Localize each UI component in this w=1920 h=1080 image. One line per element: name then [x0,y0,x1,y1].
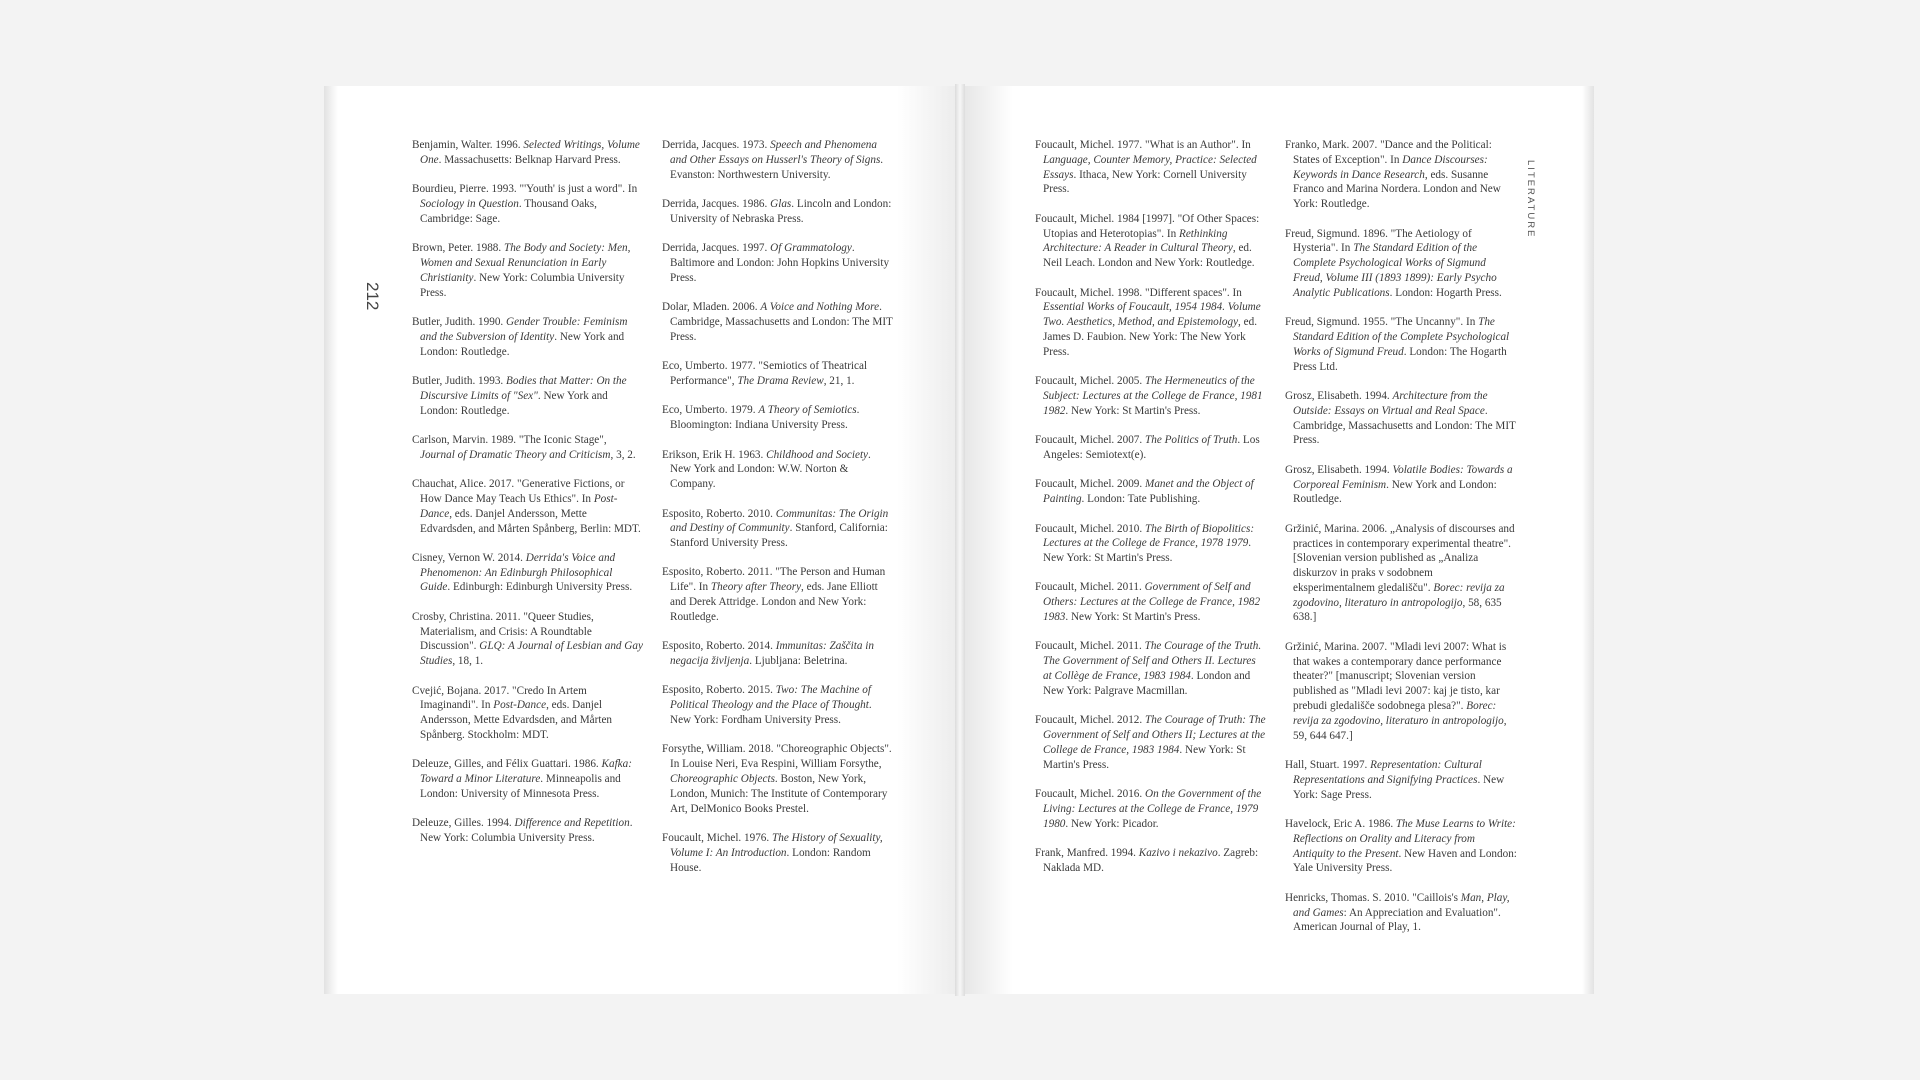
bibliography-entry [662,565,894,624]
entry-title: Theory after Theory [710,581,802,594]
bibliography-entry [662,742,894,816]
entry-author-text: Derrida, Jacques. 1997. [662,242,771,255]
entry-title: Essential Works of Foucault, 1954 1984. Volume Two. Aesthetics, Method, and Epistemology [1043,301,1261,329]
entry-author-text: Frank, Manfred. 1994. [1035,847,1139,860]
bibliography-entry [412,477,644,536]
entry-publication-text: , eds. Danjel Andersson, Mette Edvardsden, and Mårten Spånberg. Stockholm: MDT. [420,699,613,742]
entry-title: The Politics of Truth [1145,434,1238,447]
entry-title: Selected Writings, Volume One [420,139,640,166]
entry-title: Post-Dance [493,699,547,712]
entry-author-text: Cisney, Vernon W. 2014. [412,551,526,564]
entry-author-text: Foucault, Michel. 2011. [1035,581,1145,594]
entry-title: Choreographic Objects [670,773,775,786]
entry-title: The Courage of Truth: The Government of Self and Others II; Lectures at the College de France, 1983 1984 [1043,714,1266,756]
entry-title: Immunitas: Zaščita in negacija življenja [670,640,874,668]
entry-author-text: Foucault, Michel. 2011. [1035,640,1145,653]
entry-publication-text: : An Appreciation and Evaluation". American Journal of Play, 1. [1293,906,1501,934]
entry-publication-text: . New York: St Martin's Press. [1065,611,1201,624]
entry-title: Communitas: The Origin and Destiny of Community [670,507,889,535]
bibliography-entry [662,507,894,551]
entry-author-text: Foucault, Michel. 1998. "Different spaces". In [1035,286,1242,299]
entry-title: Difference and Repetition [514,817,630,830]
entry-title: The Courage of the Truth. The Government of Self and Others II. Lectures at Collège de France, 1983 1984 [1043,640,1262,683]
bibliography-entry [1285,463,1517,507]
entry-publication-text: . Evanston: Northwestern University. [670,153,884,181]
entry-author-text: Grosz, Elisabeth. 1994. [1285,463,1393,476]
entry-publication-text: . New York: St Martin's Press. [1043,743,1246,771]
bibliography-entry [1035,374,1267,418]
entry-author-text: Franko, Mark. 2007. "Dance and the Political: States of Exception". In [1285,139,1492,166]
entry-publication-text: . London: The Hogarth Press Ltd. [1293,345,1507,373]
entry-author-text: Havelock, Eric A. 1986. [1285,818,1396,831]
entry-title: The Muse Learns to Write: Reflections on Orality and Literacy from Antiquity to the Present [1293,818,1516,860]
entry-publication-text: , ed. James D. Faubion. New York: The New York Press. [1043,316,1257,358]
bibliography-entry [1035,639,1267,698]
bibliography-entry [1285,522,1517,626]
bibliography-entry [1035,713,1267,772]
entry-publication-text: . New York: Sage Press. [1293,773,1505,801]
entry-author-text: Freud, Sigmund. 1955. "The Uncanny". In [1285,316,1479,329]
bibliography-entry [662,831,894,875]
bibliography-entry [662,448,894,492]
entry-author-text: Eco, Umberto. 1979. [662,404,759,417]
entry-title: Government of Self and Others: Lectures at the College de France, 1982 1983 [1043,581,1261,624]
entry-publication-text: . New York and London: Routledge. [1293,478,1497,506]
entry-publication-text: , 58, 635 638.] [1293,596,1502,624]
entry-publication-text: . Edinburgh: Edinburgh University Press. [447,581,633,594]
entry-author-text: Carlson, Marvin. 1989. "The Iconic Stage", [412,433,607,446]
entry-author-text: Gržinić, Marina. 2006. „Analysis of discourses and practices in contemporary experimental theatre". [Slovenian version published as „Analiza diskurzov in praks v sodobnem eksperimentalnem gledališču". [1285,522,1515,594]
entry-author-text: Henricks, Thomas. S. 2010. "Caillois's [1285,891,1461,904]
entry-author-text: Foucault, Michel. 2012. [1035,714,1145,727]
entry-title: Borec: revija za zgodovino, literaturo in antropologijo [1293,700,1504,727]
bibliography-entry [1285,891,1517,935]
entry-publication-text: . New York: St Martin's Press. [1065,404,1201,417]
entry-title: Dance Discourses: Keywords in Dance Research [1293,153,1488,181]
bibliography-column-3 [1035,138,1267,890]
entry-publication-text: , eds. Danjel Andersson, Mette Edvardsden, and Mårten Spånberg, Berlin: MDT. [420,507,641,535]
bibliography-entry [412,610,644,669]
entry-author-text: Foucault, Michel. 1976. [662,832,772,845]
bibliography-column-2 [662,138,894,890]
entry-title: The Body and Society: Men, Women and Sexual Renunciation in Early Christianity [420,242,631,284]
entry-publication-text: . New York and London: Routledge. [420,389,608,417]
bibliography-entry [1285,138,1517,212]
entry-author-text: Foucault, Michel. 2009. [1035,478,1145,491]
entry-title: The Standard Edition of the Complete Psychological Works of Sigmund Freud [1293,316,1510,358]
bibliography-entry [662,138,894,182]
entry-title: A Theory of Semiotics [758,404,857,417]
entry-title: Kafka: Toward a Minor Literature [420,758,632,786]
bibliography-entry [662,683,894,727]
entry-publication-text: . Minneapolis and London: University of Minnesota Press. [420,773,621,801]
entry-publication-text: . Ljubljana: Beletrina. [749,655,848,668]
bibliography-entry [662,639,894,669]
entry-author-text: Hall, Stuart. 1997. [1285,759,1371,772]
bibliography-entry [1285,227,1517,301]
entry-title: Rethinking Architecture: A Reader in Cultural Theory [1043,227,1233,255]
bibliography-entry [1285,389,1517,448]
bibliography-entry [412,241,644,300]
entry-author-text: Deleuze, Gilles. 1994. [412,817,515,830]
bibliography-entry [1285,817,1517,876]
entry-author-text: Esposito, Roberto. 2014. [662,640,776,653]
entry-author-text: Derrida, Jacques. 1973. [662,139,771,151]
bibliography-entry [412,816,644,846]
entry-publication-text: . Los Angeles: Semiotext(e). [1043,434,1260,461]
entry-author-text: Butler, Judith. 1993. [412,374,507,387]
entry-author-text: Benjamin, Walter. 1996. [412,139,524,151]
entry-publication-text: . New York: Columbia University Press. [420,817,633,845]
entry-author-text: Forsythe, William. 2018. "Choreographic Objects". In Louise Neri, Eva Respini, William Forsythe, [662,743,892,771]
entry-title: A Voice and Nothing More [760,301,880,314]
entry-publication-text: . Cambridge, Massachusetts and London: The MIT Press. [1293,404,1516,447]
entry-author-text: Brown, Peter. 1988. [412,242,504,255]
entry-publication-text: . Cambridge, Massachusetts and London: The MIT Press. [670,301,893,343]
entry-title: Glas [770,197,792,210]
entry-author-text: Eco, Umberto. 1977. "Semiotics of Theatrical Performance", [662,360,868,387]
entry-author-text: Dolar, Mladen. 2006. [662,301,761,314]
entry-author-text: Derrida, Jacques. 1986. [662,197,771,210]
entry-publication-text: , eds. Susanne Franco and Marina Nordera. London and New York: Routledge. [1293,168,1501,211]
entry-author-text: Foucault, Michel. 1977. "What is an Author". In [1035,139,1251,151]
entry-title: Journal of Dramatic Theory and Criticism [420,448,611,461]
bibliography-entry [412,138,644,168]
entry-publication-text: , 21, 1. [823,374,855,387]
entry-title: Gender Trouble: Feminism and the Subversion of Identity [420,315,628,343]
bibliography-entry [412,551,644,595]
entry-title: Derrida's Voice and Phenomenon: An Edinburgh Philosophical Guide [420,551,616,594]
entry-title: Childhood and Society [766,448,869,461]
entry-author-text: Foucault, Michel. 2005. [1035,375,1145,388]
entry-author-text: Cvejić, Bojana. 2017. "Credo In Artem Imaginandi". In [412,684,587,712]
bibliography-entry [1035,286,1267,360]
entry-title: Borec: revija za zgodovino, literaturo in antropologijo [1293,581,1505,609]
entry-author-text: Foucault, Michel. 2010. [1035,522,1145,535]
entry-author-text: Gržinić, Marina. 2007. "Mladi levi 2007: What is that wakes a contemporary dance performance theater?" [manuscript; Slovenian version published as "Mladi levi 2007: kaj je tisto, kar prebudi gledališče sodobnega plesa?". [1285,640,1507,713]
entry-title: Sociology in Question [420,197,519,210]
page-number: 212 [363,282,382,311]
bibliography-entry [1035,212,1267,271]
entry-publication-text: . New Haven and London: Yale University Press. [1293,847,1517,875]
entry-publication-text: , 3, 2. [610,448,636,461]
entry-author-text: Foucault, Michel. 2007. [1035,434,1145,447]
entry-author-text: Esposito, Roberto. 2011. "The Person and Human Life". In [662,566,886,594]
bibliography-entry [412,757,644,801]
entry-publication-text: . New York: St Martin's Press. [1043,537,1252,565]
entry-publication-text: . New York and London: W.W. Norton & Company. [670,448,871,491]
bibliography-entry [1035,477,1267,507]
entry-author-text: Crosby, Christina. 2011. "Queer Studies, Materialism, and Crisis: A Roundtable Discussion". [412,610,594,653]
bibliography-entry [662,359,894,389]
bibliography-entry [662,241,894,285]
book-gutter [955,84,965,996]
entry-title: The Hermeneutics of the Subject: Lectures at the College de France, 1981 1982 [1043,375,1263,417]
entry-author-text: Butler, Judith. 1990. [412,315,507,328]
entry-author-text: Chauchat, Alice. 2017. "Generative Fictions, or How Dance May Teach Us Ethics". In [412,478,625,505]
bibliography-entry [1035,433,1267,463]
running-head: LITERATURE [1525,160,1536,239]
entry-author-text: Deleuze, Gilles, and Félix Guattari. 1986. [412,758,602,771]
entry-publication-text: , ed. Neil Leach. London and New York: Routledge. [1043,242,1255,270]
entry-publication-text: . Thousand Oaks, Cambridge: Sage. [420,197,597,225]
bibliography-entry [1285,758,1517,802]
entry-publication-text: . London: Random House. [670,846,871,874]
bibliography-entry [662,197,894,227]
bibliography-column-1 [412,138,644,861]
entry-title: Manet and the Object of Painting [1043,478,1254,506]
entry-author-text: Bourdieu, Pierre. 1993. "'Youth' is just a word". In [412,183,638,196]
entry-title: Volatile Bodies: Towards a Corporeal Feminism [1293,463,1513,491]
entry-title: Architecture from the Outside: Essays on Virtual and Real Space [1293,389,1488,417]
bibliography-entry [412,315,644,359]
bibliography-entry [1035,522,1267,566]
bibliography-entry [1285,315,1517,374]
entry-publication-text: . London: Hogarth Press. [1389,286,1502,299]
entry-title: The History of Sexuality, Volume I: An Introduction [670,832,883,859]
entry-author-text: Freud, Sigmund. 1896. "The Aetiology of Hysteria". In [1285,227,1472,255]
entry-title: Kazivo i nekazivo [1138,847,1218,860]
bibliography-entry [412,182,644,226]
entry-author-text: Erikson, Erik H. 1963. [662,448,767,461]
entry-publication-text: . Stanford, California: Stanford University Press. [670,522,888,550]
entry-title: Man, Play, and Games [1293,891,1510,919]
entry-title: Two: The Machine of Political Theology and the Place of Thought [670,684,871,712]
entry-publication-text: . Zagreb: Naklada MD. [1043,847,1259,874]
entry-title: Representation: Cultural Representations and Signifying Practices [1293,759,1482,786]
bibliography-entry [1035,138,1267,197]
entry-title: Bodies that Matter: On the Discursive Limits of "Sex" [420,374,627,402]
entry-title: The Drama Review [737,374,824,387]
bibliography-entry [662,403,894,433]
entry-title: Language, Counter Memory, Practice: Selected Essays [1043,153,1257,181]
entry-author-text: Grosz, Elisabeth. 1994. [1285,389,1393,402]
bibliography-entry [1285,640,1517,744]
entry-title: Of Grammatology [770,242,852,255]
entry-publication-text: , 18, 1. [452,655,484,668]
entry-title: The Birth of Biopolitics: Lectures at the College de France, 1978 1979 [1043,522,1255,550]
entry-publication-text: . New York: Picador. [1065,817,1159,830]
entry-publication-text: . Baltimore and London: John Hopkins University Press. [670,242,890,284]
entry-title: The Standard Edition of the Complete Psychological Works of Sigmund Freud, Volume III (1893 1899): Early Psycho Analytic Publications [1293,242,1497,299]
bibliography-entry [662,300,894,344]
bibliography-entry [412,374,644,418]
bibliography-entry [1035,580,1267,624]
bibliography-column-4 [1285,138,1517,950]
entry-publication-text: . Massachusetts: Belknap Harvard Press. [438,153,621,166]
bibliography-entry [1035,787,1267,831]
entry-title: Post-Dance [420,492,618,520]
entry-publication-text: , eds. Jane Elliott and Derek Attridge. London and New York: Routledge. [670,581,878,623]
entry-title: GLQ: A Journal of Lesbian and Gay Studies [420,640,643,668]
entry-title: Speech and Phenomena and Other Essays on Husserl's Theory of Signs [670,139,881,166]
entry-author-text: Esposito, Roberto. 2010. [662,507,776,520]
bibliography-entry [412,684,644,743]
entry-publication-text: , 59, 644 647.] [1293,714,1507,742]
entry-publication-text: . New York and London: Routledge. [420,330,625,358]
entry-publication-text: . New York: Fordham University Press. [670,699,872,727]
entry-publication-text: . London: Tate Publishing. [1081,493,1201,506]
entry-title: On the Government of the Living: Lectures at the College de France, 1979 1980 [1043,788,1262,830]
entry-publication-text: . Lincoln and London: University of Nebraska Press. [670,197,892,225]
bibliography-entry [1035,846,1267,876]
entry-author-text: Foucault, Michel. 2016. [1035,788,1145,801]
entry-author-text: Foucault, Michel. 1984 [1997]. "Of Other Spaces: Utopias and Heterotopias". In [1035,212,1260,240]
entry-publication-text: . Bloomington: Indiana University Press. [670,404,860,432]
bibliography-entry [412,433,644,463]
entry-author-text: Esposito, Roberto. 2015. [662,684,776,697]
entry-publication-text: . New York: Columbia University Press. [420,271,625,299]
entry-publication-text: . London and New York: Palgrave Macmillan. [1043,670,1251,697]
entry-publication-text: . Ithaca, New York: Cornell University Press. [1043,168,1247,196]
entry-publication-text: . Boston, New York, London, Munich: The Institute of Contemporary Art, DelMonico Books Prestel. [670,773,888,815]
